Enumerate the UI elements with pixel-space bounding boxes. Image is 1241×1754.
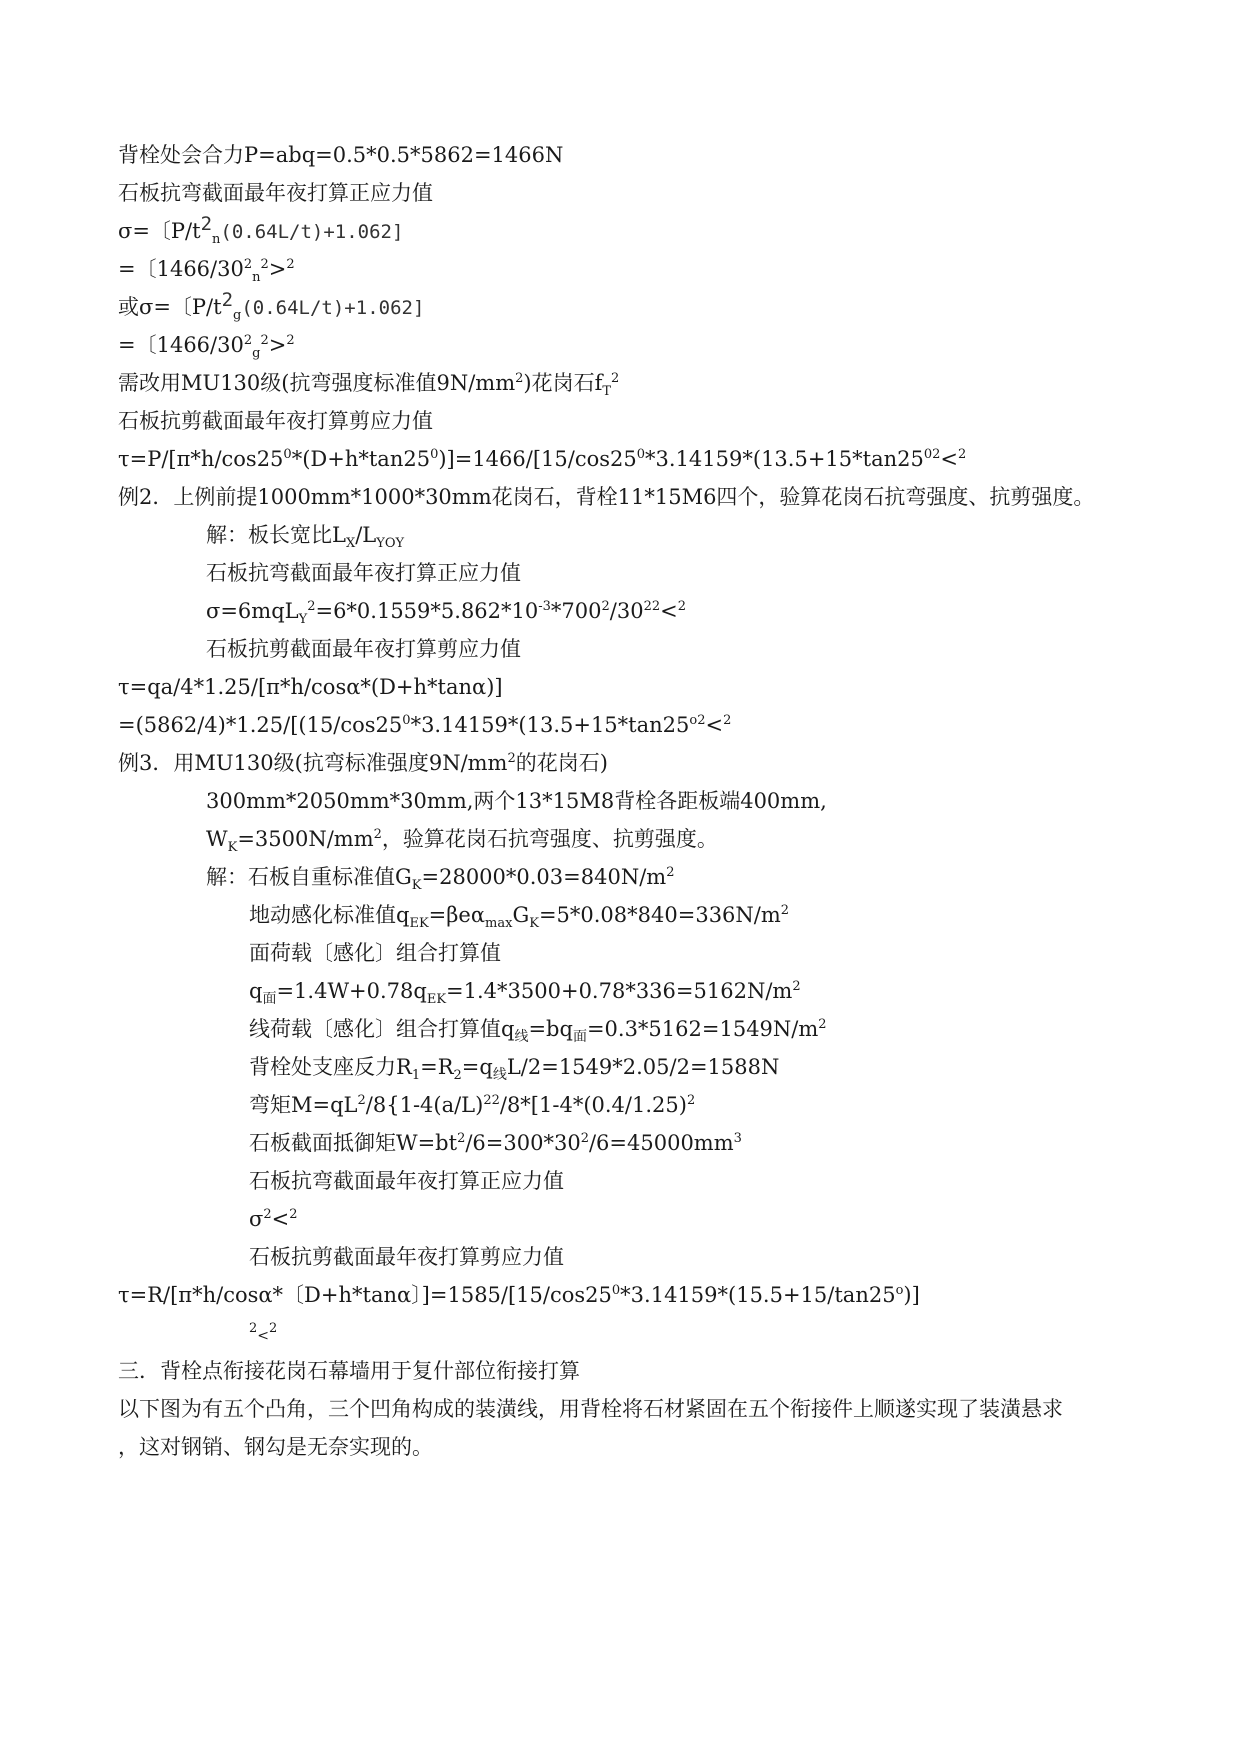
formula-line: $=(5862/4)*1.25/[(15/\cos 25^0*3.14159*(13.5+15*\tan 25^{o2}<^2$ (118, 713, 732, 737)
text-line: 石板抗弯截面最年夜打算正应力值 (206, 561, 521, 585)
formula-line: $\sigma^2<^2$ (249, 1207, 298, 1231)
formula-line: =〔$1466/30^2_n^2>^2$ (118, 257, 295, 285)
text-line: 石板抗剪截面最年夜打算剪应力值 (206, 637, 521, 661)
formula-line: $\tau=P/[\pi*h/\cos 25^0*(D+h*\tan 25^0)]=1466/[15/\cos 25^0*3.14159*(13.5+15*\tan 25^{02}<^2$ (118, 447, 967, 471)
text-line: 背栓处支座反力$R_1=R_2=q_线L/2=1549*2.05/2=1588N$ (249, 1055, 780, 1083)
example-heading: 例3．用MU130级(抗弯标准强度$9N/mm^2$的花岗石) (118, 751, 608, 775)
formula-line: τ=R/[π*h/cosα*〔D+h*tanα〕]$=1585/[15/\cos 25^0*3.14159*(15.5+15/\tan 25^o)]$ (118, 1283, 920, 1307)
text-line: 背栓处会合力P=abq=0.5*0.5*5862=1466N (118, 143, 564, 167)
text-line: ，这对钢销、钢勾是无奈实现的。 (118, 1435, 433, 1459)
text-line: 面荷载〔感化〕组合打算值 (249, 941, 501, 965)
formula-line: 或σ=〔$P/t^2_g(0.64L/t)+1.062$] (118, 289, 425, 323)
text-line: 线荷载〔感化〕组合打算值$q_线=bq_面=0.3*5162=1549N/m^2$ (249, 1017, 827, 1045)
text-line: 解：板长宽比$L_X/L_{YOY}$ (206, 523, 405, 551)
text-line: 300mm*2050mm*30mm,两个13*15M8背栓各距板端400mm, (206, 789, 827, 813)
text-line: 石板抗剪截面最年夜打算剪应力值 (249, 1245, 564, 1269)
text-line: 地动感化标准值$q_{EK}=\beta e\alpha_{max}G_K=5*0.08*840=336N/m^2$ (249, 903, 790, 931)
formula-line: $q_面=1.4W+0.78q_{EK}=1.4*3500+0.78*336=5162N/m^2$ (249, 979, 801, 1007)
example-heading: 例2．上例前提1000mm*1000*30mm花岗石，背栓11*15M6四个，验算花岗石抗弯强度、抗剪强度。 (118, 485, 1095, 509)
text-line: 以下图为有五个凸角，三个凹角构成的装潢线，用背栓将石材紧固在五个衔接件上顺遂实现了装潢悬求 (118, 1397, 1063, 1421)
text-line: 石板抗弯截面最年夜打算正应力值 (249, 1169, 564, 1193)
formula-line: =〔$1466/30^2_g^2>^2$ (118, 333, 295, 361)
formula-line: τ=qa/4*1.25/[π*h/cosα*(D+h*tanα)] (118, 675, 503, 699)
text-line: 需改用MU130级(抗弯强度标准值$9N/mm^2$)花岗石$f_T^2$ (118, 371, 620, 399)
formula-line: $\sigma=6mqL_Y^2=6*0.1559*5.862*10^{-3}*700^2/30^{22}<^2$ (206, 599, 687, 627)
formula-line: $^2$<$^2$ (249, 1321, 278, 1344)
text-line: 解：石板自重标准值$G_K=28000*0.03=840N/m^2$ (206, 865, 675, 893)
formula-line: σ=〔$P/t^2_n(0.64L/t)+1.062$] (118, 213, 404, 247)
formula-line: 弯矩$M=qL^2/8\{1-4(a/L)^{22}/8*[1-4*(0.4/1.25)^2$ (249, 1093, 696, 1117)
text-line: 石板抗弯截面最年夜打算正应力值 (118, 181, 433, 205)
text-line: 石板截面抵御矩$W=bt^2/6=300*30^2/6=45000mm^3$ (249, 1131, 742, 1155)
text-line: 石板抗剪截面最年夜打算剪应力值 (118, 409, 433, 433)
section-heading: 三．背栓点衔接花岗石幕墙用于复什部位衔接打算 (118, 1359, 580, 1383)
text-line: $W_K=3500N/mm^2$，验算花岗石抗弯强度、抗剪强度。 (206, 827, 718, 855)
